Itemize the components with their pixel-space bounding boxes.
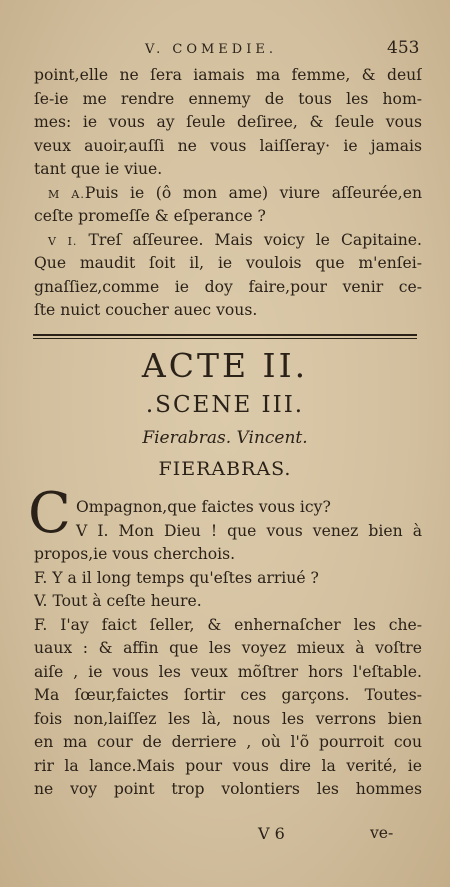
- dialogue-block: [34, 496, 422, 802]
- signature-line: [0, 824, 450, 850]
- speaker-label: M A.: [48, 187, 85, 201]
- text-line: gnaſſiez,comme ie doy faire,pour venir ce-: [34, 277, 422, 296]
- text-line: Que maudit ſoit il, ie voulois que m'enſei-: [34, 254, 422, 272]
- page-number: 453: [387, 38, 420, 58]
- text-line: ſte nuict coucher auec vous.: [34, 301, 258, 319]
- speech-text: Puis ie (ô mon ame) viure aſſeurée,en: [84, 183, 422, 202]
- dialogue-line: ne voy point trop volontiers les hommes: [34, 780, 422, 798]
- text-line: ſe-ie me rendre ennemy de tous les hom-: [34, 89, 422, 108]
- character-list: Fierabras. Vincent.: [142, 428, 308, 448]
- text-line: ceſte promeſſe & eſperance ?: [34, 207, 266, 225]
- drop-cap: C: [28, 481, 71, 546]
- dialogue-line: aiſe , ie vous les veux mõſtrer hors l'eſtable.: [34, 662, 422, 681]
- dialogue-line: fois non,laiſſez les là, nous les verrons bien: [34, 709, 422, 728]
- speaker-label: V I.: [48, 234, 78, 248]
- dialogue-line: V. Tout à ceſte heure.: [34, 592, 202, 610]
- speaker-heading: FIERABRAS.: [158, 458, 292, 480]
- act-heading: ACTE II.: [141, 346, 309, 385]
- speech-vi: [34, 229, 422, 253]
- dialogue-line: en ma cour de derriere , où l'õ pourroit cou: [34, 733, 422, 751]
- dialogue-line: V I. Mon Dieu ! que vous venez bien à: [76, 521, 422, 540]
- running-head-title: V. COMEDIE.: [145, 42, 277, 57]
- text-line: tant que ie viue.: [34, 160, 163, 178]
- text-line: veux auoir,auſſi ne vous laiſſeray· ie jamais: [34, 136, 422, 155]
- dialogue-line: uaux : & affin que les voyez mieux à voſtre: [34, 639, 422, 657]
- text-line: mes: ie vous ay ſeule deſiree, & ſeule vous: [34, 113, 422, 131]
- speech-ma: [34, 182, 422, 206]
- dialogue-line: F. I'ay faict ſeller, & enhernaſcher les che-: [34, 615, 422, 634]
- dialogue-line: Ma ſœur,faictes ſortir ces garçons. Toutes-: [34, 686, 422, 704]
- text-block-top: [34, 64, 422, 323]
- scene-heading: .SCENE III.: [145, 392, 305, 418]
- dialogue-line: F. Y a il long temps qu'eſtes arriué ?: [34, 568, 319, 587]
- text-line: point,elle ne ſera iamais ma femme, & deuſ: [34, 66, 422, 84]
- ornamental-rule: [33, 334, 417, 339]
- dialogue-line: rir la lance.Mais pour vous dire la verité, ie: [34, 756, 422, 775]
- speech-text: Treſ aſſeuree. Mais voicy le Capitaine.: [88, 230, 422, 249]
- running-head: [0, 38, 450, 66]
- signature-mark: V 6: [258, 824, 285, 843]
- catchword: ve-: [370, 824, 394, 842]
- dialogue-line: Ompagnon,que faictes vous icy?: [76, 498, 331, 516]
- dialogue-line: propos,ie vous cherchois.: [34, 545, 236, 563]
